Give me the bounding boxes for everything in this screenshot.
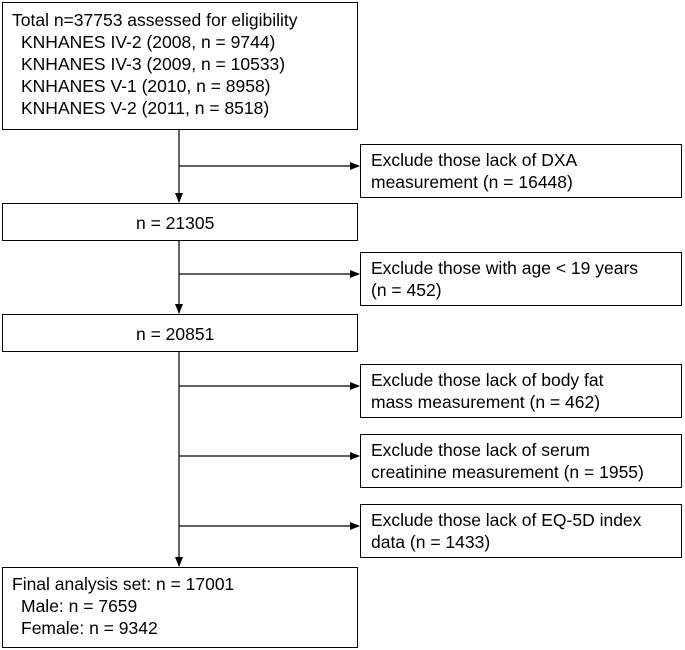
final-title: Final analysis set: n = 17001 <box>12 574 235 594</box>
cohort-line: KNHANES IV-3 (2009, n = 10533) <box>21 54 286 74</box>
exclusion-text: data (n = 1433) <box>371 532 491 552</box>
exclusion-box <box>360 434 682 488</box>
exclusion-box <box>360 364 682 418</box>
count-label-2: n = 20851 <box>136 324 215 344</box>
exclusion-text: creatinine measurement (n = 1955) <box>371 462 644 482</box>
total-title: Total n=37753 assessed for eligibility <box>12 10 298 30</box>
exclusion-text: Exclude those lack of body fat <box>371 370 604 390</box>
total-eligibility-box <box>2 2 358 130</box>
exclusion-box <box>360 144 682 198</box>
final-analysis-box <box>2 567 358 648</box>
count-label-1: n = 21305 <box>136 213 215 233</box>
exclusion-text: Exclude those with age < 19 years <box>371 258 639 278</box>
exclusion-box <box>360 504 682 558</box>
final-male: Male: n = 7659 <box>21 596 138 616</box>
cohort-line: KNHANES V-2 (2011, n = 8518) <box>21 98 270 118</box>
exclusion-text: measurement (n = 16448) <box>371 172 573 192</box>
exclusion-text: (n = 452) <box>371 280 442 300</box>
final-female: Female: n = 9342 <box>21 618 158 638</box>
count-box-2 <box>2 314 358 352</box>
cohort-line: KNHANES IV-2 (2008, n = 9744) <box>21 32 276 52</box>
exclusion-text: Exclude those lack of EQ-5D index <box>371 510 642 530</box>
exclusion-text: Exclude those lack of DXA <box>371 150 578 170</box>
exclusion-text: mass measurement (n = 462) <box>371 392 601 412</box>
exclusion-text: Exclude those lack of serum <box>371 440 590 460</box>
exclusion-box <box>360 252 682 306</box>
count-box-1 <box>2 203 358 241</box>
cohort-line: KNHANES V-1 (2010, n = 8958) <box>21 76 271 96</box>
